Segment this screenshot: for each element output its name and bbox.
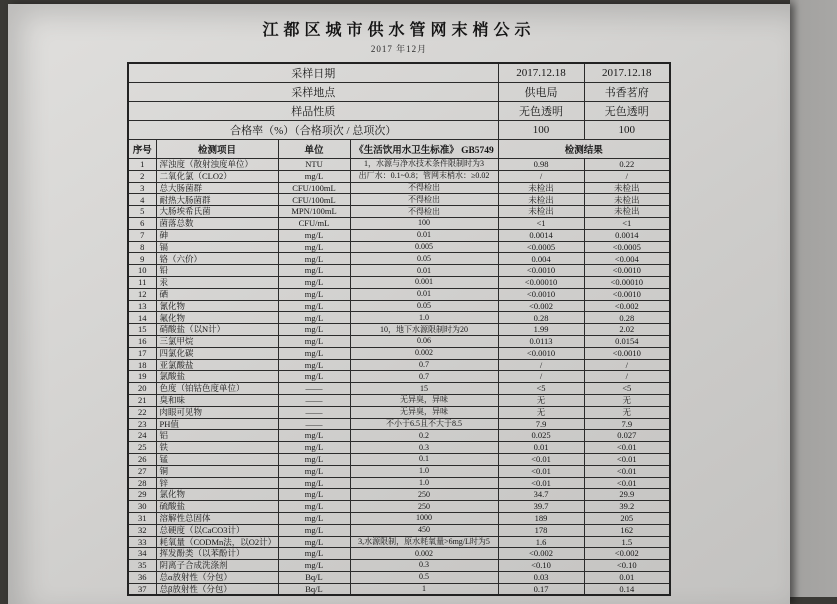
- cell-item: 铅: [156, 265, 278, 277]
- cell-no: 26: [128, 453, 156, 465]
- cell-result-1: 0.03: [498, 571, 584, 583]
- cell-unit: mg/L: [278, 536, 350, 548]
- cell-unit: ——: [278, 394, 350, 406]
- cell-no: 3: [128, 182, 156, 194]
- table-row: [128, 359, 670, 371]
- column-header-row: [128, 140, 670, 159]
- cell-unit: mg/L: [278, 324, 350, 336]
- cell-unit: CFU/mL: [278, 217, 350, 229]
- col-header-standard: 《生活饮用水卫生标准》 GB5749: [350, 140, 498, 159]
- cell-no: 18: [128, 359, 156, 371]
- cell-result-1: 0.98: [498, 159, 584, 171]
- cell-item: 三氯甲烷: [156, 335, 278, 347]
- cell-item: 锰: [156, 453, 278, 465]
- cell-item: 二氧化氯（CLO2）: [156, 170, 278, 182]
- table-row: [128, 229, 670, 241]
- table-row: [128, 253, 670, 265]
- cell-item: 色度（铂钴色度单位）: [156, 383, 278, 395]
- cell-item: 肉眼可见物: [156, 406, 278, 418]
- cell-standard: 100: [350, 217, 498, 229]
- cell-standard: 0.002: [350, 347, 498, 359]
- cell-unit: mg/L: [278, 335, 350, 347]
- info-row-value-1: 2017.12.18: [498, 63, 584, 83]
- cell-item: 总硬度（以CaCO3计）: [156, 524, 278, 536]
- table-row: [128, 217, 670, 229]
- cell-unit: Bq/L: [278, 571, 350, 583]
- cell-result-1: 39.7: [498, 501, 584, 513]
- cell-result-2: <0.10: [584, 560, 670, 572]
- cell-unit: mg/L: [278, 229, 350, 241]
- cell-standard: 0.2: [350, 430, 498, 442]
- cell-result-1: 0.28: [498, 312, 584, 324]
- cell-item: 浑浊度（散射浊度单位）: [156, 159, 278, 171]
- cell-unit: mg/L: [278, 477, 350, 489]
- cell-item: 汞: [156, 276, 278, 288]
- cell-result-1: <0.01: [498, 453, 584, 465]
- cell-unit: mg/L: [278, 347, 350, 359]
- table-row: [128, 288, 670, 300]
- info-row-label: 采样日期: [128, 63, 498, 83]
- cell-item: 亚氯酸盐: [156, 359, 278, 371]
- cell-standard: 250: [350, 489, 498, 501]
- cell-result-2: 0.28: [584, 312, 670, 324]
- cell-result-2: <0.01: [584, 465, 670, 477]
- table-row: [128, 159, 670, 171]
- cell-standard: 0.5: [350, 571, 498, 583]
- cell-standard: 不得检出: [350, 206, 498, 218]
- cell-no: 2: [128, 170, 156, 182]
- cell-unit: mg/L: [278, 371, 350, 383]
- cell-unit: MPN/100mL: [278, 206, 350, 218]
- table-row: [128, 206, 670, 218]
- cell-standard: 出厂水：0.1~0.8；管网末梢水：≥0.02: [350, 170, 498, 182]
- cell-standard: 0.7: [350, 359, 498, 371]
- cell-result-2: 205: [584, 512, 670, 524]
- cell-result-1: 0.004: [498, 253, 584, 265]
- cell-result-1: 0.0014: [498, 229, 584, 241]
- cell-result-2: <1: [584, 217, 670, 229]
- col-header-unit: 单位: [278, 140, 350, 159]
- table-row: [128, 182, 670, 194]
- cell-no: 1: [128, 159, 156, 171]
- table-row: [128, 276, 670, 288]
- cell-unit: mg/L: [278, 453, 350, 465]
- cell-standard: 250: [350, 501, 498, 513]
- cell-result-1: <0.00010: [498, 276, 584, 288]
- cell-no: 37: [128, 583, 156, 595]
- cell-item: 总β放射性（分包）: [156, 583, 278, 595]
- cell-standard: 0.005: [350, 241, 498, 253]
- cell-standard: 10，地下水源限制时为20: [350, 324, 498, 336]
- cell-standard: 450: [350, 524, 498, 536]
- cell-result-1: <0.0010: [498, 288, 584, 300]
- cell-item: 硒: [156, 288, 278, 300]
- cell-result-2: <5: [584, 383, 670, 395]
- table-row: [128, 512, 670, 524]
- cell-no: 33: [128, 536, 156, 548]
- cell-standard: 0.05: [350, 300, 498, 312]
- cell-item: 耐热大肠菌群: [156, 194, 278, 206]
- col-header-item: 检测项目: [156, 140, 278, 159]
- cell-no: 8: [128, 241, 156, 253]
- cell-no: 13: [128, 300, 156, 312]
- cell-result-1: 0.025: [498, 430, 584, 442]
- cell-result-2: <0.01: [584, 477, 670, 489]
- cell-no: 27: [128, 465, 156, 477]
- cell-result-1: <0.002: [498, 300, 584, 312]
- info-row-value-1: 无色透明: [498, 102, 584, 121]
- cell-result-2: 0.14: [584, 583, 670, 595]
- cell-standard: 0.7: [350, 371, 498, 383]
- col-header-result: 检测结果: [498, 140, 670, 159]
- cell-standard: 15: [350, 383, 498, 395]
- cell-item: 铁: [156, 442, 278, 454]
- cell-item: 氯化物: [156, 489, 278, 501]
- table-row: [128, 489, 670, 501]
- cell-item: 阴离子合成洗涤剂: [156, 560, 278, 572]
- cell-result-1: <0.0005: [498, 241, 584, 253]
- cell-standard: 0.01: [350, 265, 498, 277]
- table-row: [128, 300, 670, 312]
- cell-unit: mg/L: [278, 465, 350, 477]
- cell-result-2: 0.01: [584, 571, 670, 583]
- cell-result-2: 未检出: [584, 194, 670, 206]
- cell-item: 氰化物: [156, 300, 278, 312]
- cell-standard: 0.3: [350, 560, 498, 572]
- cell-result-2: 未检出: [584, 206, 670, 218]
- cell-result-1: <0.10: [498, 560, 584, 572]
- cell-no: 4: [128, 194, 156, 206]
- cell-item: 耗氧量（CODMn法，以O2计）: [156, 536, 278, 548]
- cell-result-1: <5: [498, 383, 584, 395]
- cell-result-1: 189: [498, 512, 584, 524]
- info-row-value-1: 供电局: [498, 83, 584, 102]
- cell-item: 铬（六价）: [156, 253, 278, 265]
- table-row: [128, 442, 670, 454]
- cell-no: 21: [128, 394, 156, 406]
- cell-result-1: <0.0010: [498, 265, 584, 277]
- cell-no: 14: [128, 312, 156, 324]
- cell-no: 15: [128, 324, 156, 336]
- cell-standard: 不得检出: [350, 182, 498, 194]
- cell-result-2: 0.027: [584, 430, 670, 442]
- cell-no: 11: [128, 276, 156, 288]
- cell-result-2: 0.0014: [584, 229, 670, 241]
- cell-unit: ——: [278, 383, 350, 395]
- cell-result-1: 1.99: [498, 324, 584, 336]
- cell-unit: ——: [278, 418, 350, 430]
- info-row-label: 合格率（%）（合格项次 / 总项次）: [128, 121, 498, 140]
- table-row: [128, 394, 670, 406]
- cell-result-2: 2.02: [584, 324, 670, 336]
- cell-result-1: 未检出: [498, 182, 584, 194]
- cell-result-2: <0.00010: [584, 276, 670, 288]
- cell-standard: 3,水源限制，原水耗氧量>6mg/L时为5: [350, 536, 498, 548]
- cell-item: 菌落总数: [156, 217, 278, 229]
- cell-unit: mg/L: [278, 430, 350, 442]
- info-row-label: 采样地点: [128, 83, 498, 102]
- table-row: [128, 453, 670, 465]
- info-row-2: [128, 102, 670, 121]
- info-row-3: [128, 121, 670, 140]
- cell-standard: 无异臭，异味: [350, 406, 498, 418]
- cell-unit: CFU/100mL: [278, 182, 350, 194]
- cell-item: 铜: [156, 465, 278, 477]
- cell-unit: mg/L: [278, 312, 350, 324]
- info-row-0: [128, 63, 670, 83]
- cell-standard: 0.3: [350, 442, 498, 454]
- cell-unit: ——: [278, 406, 350, 418]
- cell-unit: mg/L: [278, 524, 350, 536]
- cell-result-2: 无: [584, 406, 670, 418]
- table-row: [128, 465, 670, 477]
- document-page: [8, 4, 790, 604]
- cell-standard: 1.0: [350, 477, 498, 489]
- cell-item: 铝: [156, 430, 278, 442]
- table-row: [128, 335, 670, 347]
- cell-no: 34: [128, 548, 156, 560]
- cell-no: 29: [128, 489, 156, 501]
- cell-standard: 0.001: [350, 276, 498, 288]
- cell-result-2: <0.0010: [584, 347, 670, 359]
- cell-unit: mg/L: [278, 512, 350, 524]
- table-row: [128, 477, 670, 489]
- cell-result-1: /: [498, 170, 584, 182]
- cell-no: 25: [128, 442, 156, 454]
- table-row: [128, 312, 670, 324]
- info-row-1: [128, 83, 670, 102]
- cell-item: 锌: [156, 477, 278, 489]
- cell-result-2: <0.01: [584, 442, 670, 454]
- cell-result-1: 无: [498, 394, 584, 406]
- cell-no: 24: [128, 430, 156, 442]
- cell-item: 砷: [156, 229, 278, 241]
- cell-result-2: 1.5: [584, 536, 670, 548]
- info-row-value-2: 书香茗府: [584, 83, 670, 102]
- cell-no: 20: [128, 383, 156, 395]
- cell-result-1: /: [498, 371, 584, 383]
- table-row: [128, 501, 670, 513]
- cell-result-1: 1.6: [498, 536, 584, 548]
- cell-no: 28: [128, 477, 156, 489]
- cell-result-1: 未检出: [498, 206, 584, 218]
- cell-result-2: /: [584, 170, 670, 182]
- cell-no: 9: [128, 253, 156, 265]
- cell-standard: 不小于6.5且不大于8.5: [350, 418, 498, 430]
- cell-no: 32: [128, 524, 156, 536]
- cell-result-1: 未检出: [498, 194, 584, 206]
- table-row: [128, 418, 670, 430]
- cell-standard: 1: [350, 583, 498, 595]
- cell-unit: mg/L: [278, 265, 350, 277]
- cell-unit: mg/L: [278, 560, 350, 572]
- table-row: [128, 194, 670, 206]
- cell-item: 溶解性总固体: [156, 512, 278, 524]
- cell-result-1: <1: [498, 217, 584, 229]
- cell-item: 四氯化碳: [156, 347, 278, 359]
- photo-background-strip: [790, 0, 837, 597]
- cell-item: 大肠埃希氏菌: [156, 206, 278, 218]
- cell-no: 17: [128, 347, 156, 359]
- cell-unit: mg/L: [278, 300, 350, 312]
- table-row: [128, 170, 670, 182]
- info-row-value-2: 无色透明: [584, 102, 670, 121]
- cell-no: 31: [128, 512, 156, 524]
- cell-result-2: 162: [584, 524, 670, 536]
- cell-unit: mg/L: [278, 276, 350, 288]
- info-row-value-2: 2017.12.18: [584, 63, 670, 83]
- table-row: [128, 383, 670, 395]
- cell-result-2: <0.0005: [584, 241, 670, 253]
- cell-result-2: 未检出: [584, 182, 670, 194]
- cell-unit: mg/L: [278, 288, 350, 300]
- cell-standard: 1.0: [350, 312, 498, 324]
- cell-item: 挥发酚类（以苯酚计）: [156, 548, 278, 560]
- cell-item: 镉: [156, 241, 278, 253]
- cell-item: 氟化物: [156, 312, 278, 324]
- cell-standard: 0.002: [350, 548, 498, 560]
- cell-result-2: 7.9: [584, 418, 670, 430]
- cell-result-1: 34.7: [498, 489, 584, 501]
- cell-standard: 1000: [350, 512, 498, 524]
- page-title: 江都区城市供水管网末梢公示: [262, 22, 536, 39]
- cell-item: PH值: [156, 418, 278, 430]
- cell-standard: 1，水源与净水技术条件限制时为3: [350, 159, 498, 171]
- cell-result-2: 0.0154: [584, 335, 670, 347]
- cell-standard: 0.06: [350, 335, 498, 347]
- table-row: [128, 406, 670, 418]
- cell-result-2: /: [584, 359, 670, 371]
- cell-item: 总α放射性（分包）: [156, 571, 278, 583]
- cell-result-2: 无: [584, 394, 670, 406]
- cell-result-2: 0.22: [584, 159, 670, 171]
- table-row: [128, 347, 670, 359]
- table-row: [128, 324, 670, 336]
- cell-standard: 0.05: [350, 253, 498, 265]
- cell-standard: 0.1: [350, 453, 498, 465]
- water-quality-table: [127, 62, 671, 596]
- cell-no: 5: [128, 206, 156, 218]
- cell-result-2: <0.0010: [584, 265, 670, 277]
- cell-result-1: <0.0010: [498, 347, 584, 359]
- cell-result-1: 7.9: [498, 418, 584, 430]
- cell-result-2: 39.2: [584, 501, 670, 513]
- info-row-value-1: 100: [498, 121, 584, 140]
- cell-result-1: /: [498, 359, 584, 371]
- cell-standard: 0.01: [350, 288, 498, 300]
- cell-result-2: <0.002: [584, 548, 670, 560]
- table-row: [128, 536, 670, 548]
- cell-unit: mg/L: [278, 241, 350, 253]
- cell-result-1: 0.17: [498, 583, 584, 595]
- cell-result-1: <0.002: [498, 548, 584, 560]
- cell-no: 10: [128, 265, 156, 277]
- cell-result-2: <0.01: [584, 453, 670, 465]
- cell-no: 19: [128, 371, 156, 383]
- cell-no: 7: [128, 229, 156, 241]
- info-row-value-2: 100: [584, 121, 670, 140]
- cell-result-2: <0.002: [584, 300, 670, 312]
- cell-item: 硝酸盐（以N计）: [156, 324, 278, 336]
- cell-item: 硫酸盐: [156, 501, 278, 513]
- cell-result-1: 无: [498, 406, 584, 418]
- cell-no: 6: [128, 217, 156, 229]
- cell-result-1: <0.01: [498, 477, 584, 489]
- cell-standard: 0.01: [350, 229, 498, 241]
- table-row: [128, 571, 670, 583]
- cell-result-2: /: [584, 371, 670, 383]
- table-row: [128, 548, 670, 560]
- cell-unit: mg/L: [278, 489, 350, 501]
- cell-no: 35: [128, 560, 156, 572]
- cell-result-2: <0.0010: [584, 288, 670, 300]
- col-header-no: 序号: [128, 140, 156, 159]
- table-row: [128, 265, 670, 277]
- cell-unit: mg/L: [278, 501, 350, 513]
- cell-standard: 不得检出: [350, 194, 498, 206]
- cell-item: 总大肠菌群: [156, 182, 278, 194]
- cell-no: 36: [128, 571, 156, 583]
- cell-no: 12: [128, 288, 156, 300]
- cell-unit: CFU/100mL: [278, 194, 350, 206]
- cell-result-1: 0.01: [498, 442, 584, 454]
- table-row: [128, 371, 670, 383]
- cell-item: 氯酸盐: [156, 371, 278, 383]
- cell-unit: mg/L: [278, 359, 350, 371]
- cell-no: 16: [128, 335, 156, 347]
- cell-standard: 无异臭，异味: [350, 394, 498, 406]
- cell-result-1: 178: [498, 524, 584, 536]
- cell-unit: mg/L: [278, 253, 350, 265]
- page-subtitle: 2017 年12月: [370, 44, 428, 54]
- cell-result-1: <0.01: [498, 465, 584, 477]
- cell-no: 22: [128, 406, 156, 418]
- cell-result-1: 0.0113: [498, 335, 584, 347]
- table-row: [128, 583, 670, 595]
- table-row: [128, 560, 670, 572]
- cell-unit: Bq/L: [278, 583, 350, 595]
- cell-unit: NTU: [278, 159, 350, 171]
- cell-item: 臭和味: [156, 394, 278, 406]
- cell-unit: mg/L: [278, 170, 350, 182]
- cell-result-2: 29.9: [584, 489, 670, 501]
- table-row: [128, 524, 670, 536]
- cell-unit: mg/L: [278, 548, 350, 560]
- cell-standard: 1.0: [350, 465, 498, 477]
- cell-no: 30: [128, 501, 156, 513]
- cell-unit: mg/L: [278, 442, 350, 454]
- cell-no: 23: [128, 418, 156, 430]
- table-row: [128, 241, 670, 253]
- table-row: [128, 430, 670, 442]
- cell-result-2: <0.004: [584, 253, 670, 265]
- info-row-label: 样品性质: [128, 102, 498, 121]
